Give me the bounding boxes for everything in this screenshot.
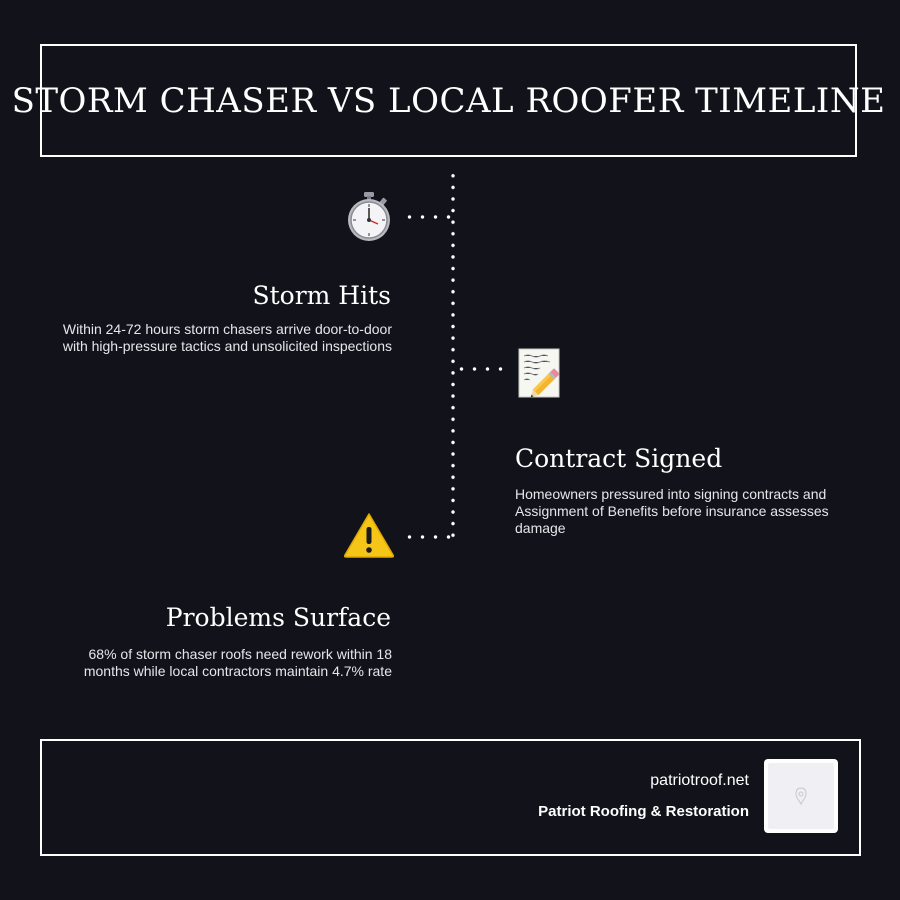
footer (40, 739, 861, 856)
company-logo (764, 759, 838, 833)
event-heading-problems-surface: Problems Surface (165, 603, 391, 632)
event-heading-storm-hits: Storm Hits (252, 281, 391, 310)
logo-mark-icon (794, 786, 808, 806)
connector-storm-hits (403, 215, 455, 219)
title-box (11, 44, 886, 157)
footer-url[interactable]: patriotroof.net (650, 772, 749, 789)
timeline-axis (451, 170, 455, 542)
event-description-problems-surface: 68% of storm chaser roofs need rework within 18 months while local contractors maintain 4.7% rate (83, 646, 392, 679)
connector-contract-signed (455, 367, 505, 371)
company-name: Patriot Roofing & Restoration (538, 803, 749, 820)
stopwatch-icon (345, 191, 393, 243)
event-heading-contract-signed: Contract Signed (515, 444, 723, 473)
event-description-contract-signed: Homeowners pressured into signing contracts and Assignment of Benefits before insurance assesses damage (515, 486, 829, 536)
event-description-storm-hits: Within 24-72 hours storm chasers arrive door-to-door with high-pressure tactics and unsolicited inspections (62, 321, 392, 354)
page-title: STORM CHASER VS LOCAL ROOFER TIMELINE (11, 80, 886, 121)
connector-problems-surface (403, 535, 455, 539)
memo-pencil-icon (517, 347, 565, 399)
warning-icon (342, 511, 396, 559)
